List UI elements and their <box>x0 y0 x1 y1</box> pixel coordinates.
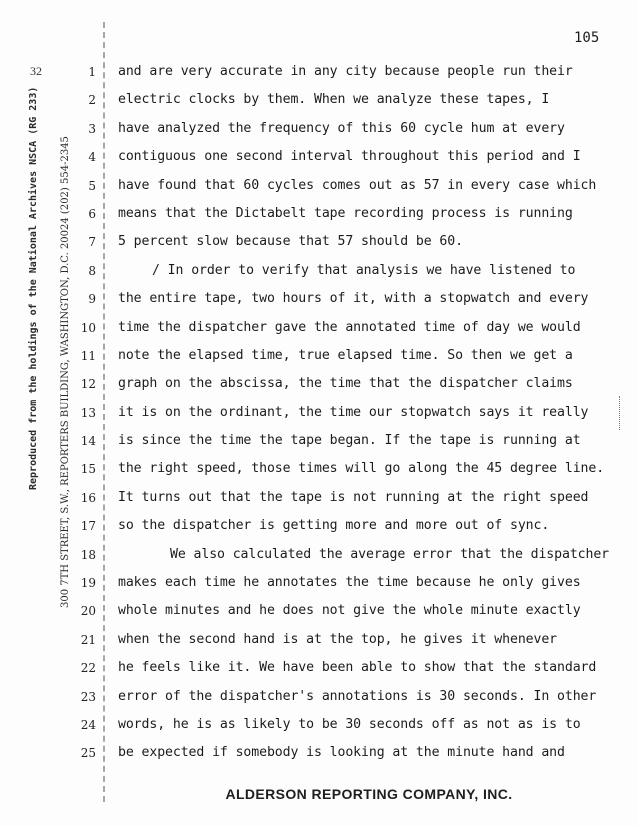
line-number: 24 <box>80 717 96 732</box>
transcript-line: It turns out that the tape is not running at the right speed <box>118 489 589 505</box>
line-number: 12 <box>80 377 96 392</box>
transcript-line: the right speed, those times will go along the 45 degree line. <box>118 461 605 477</box>
transcript-line: the entire tape, two hours of it, with a stopwatch and every <box>118 291 589 307</box>
transcript-line: means that the Dictabelt tape recording process is running <box>118 205 573 221</box>
line-number: 5 <box>88 178 96 193</box>
transcript-line: error of the dispatcher's annotations is 30 seconds. In other <box>118 688 597 704</box>
transcript-body <box>118 58 609 768</box>
transcript-line: graph on the abscissa, the time that the dispatcher claims <box>118 376 573 392</box>
transcript-line: makes each time he annotates the time because he only gives <box>118 575 581 591</box>
scan-artifact-marks <box>619 396 622 430</box>
transcript-line: time the dispatcher gave the annotated time of day we would <box>118 319 581 335</box>
transcript-line: have found that 60 cycles comes out as 57 in every case which <box>118 177 597 193</box>
transcript-line: is since the time the tape began. If the tape is running at <box>118 433 581 449</box>
transcript-line: be expected if somebody is looking at the minute hand and <box>118 745 565 761</box>
line-number: 14 <box>80 434 96 449</box>
transcript-line: and are very accurate in any city because people run their <box>118 64 573 79</box>
line-number: 9 <box>88 292 96 307</box>
transcript-line: words, he is as likely to be 30 seconds off as not as is to <box>118 716 581 732</box>
reporter-address: 300 7TH STREET, S.W., REPORTERS BUILDING, WASHINGTON, D.C. 20024 (202) 554-2345 <box>60 136 71 608</box>
line-number: 21 <box>80 632 96 647</box>
line-number: 4 <box>88 150 96 165</box>
line-number: 17 <box>80 519 96 534</box>
transcript-line: it is on the ordinant, the time our stopwatch says it really <box>118 404 589 420</box>
line-number: 7 <box>88 235 96 250</box>
transcript-line: he feels like it. We have been able to show that the standard <box>118 660 597 676</box>
line-number: 13 <box>80 405 96 420</box>
line-number: 20 <box>80 604 96 619</box>
archive-stamp: Reproduced from the holdings of the National Archives NSCA (RG 233) <box>28 86 39 490</box>
transcript-line: We also calculated the average error that the dispatcher <box>170 546 610 562</box>
line-number: 25 <box>80 746 96 761</box>
line-number: 8 <box>88 263 96 278</box>
transcript-line: so the dispatcher is getting more and more out of sync. <box>118 518 550 534</box>
transcript-line: whole minutes and he does not give the whole minute exactly <box>118 603 581 619</box>
footer-company-name: ALDERSON REPORTING COMPANY, INC. <box>225 786 513 802</box>
line-number: 18 <box>80 547 96 562</box>
line-number: 3 <box>88 121 96 136</box>
line-number: 16 <box>80 490 96 505</box>
corner-mark: 32 <box>30 64 42 78</box>
line-number: 23 <box>80 689 96 704</box>
line-number: 11 <box>80 348 96 363</box>
line-number: 10 <box>80 320 96 335</box>
line-number-column <box>80 58 96 768</box>
line-number: 6 <box>88 206 96 221</box>
line-number: 2 <box>88 93 96 108</box>
margin-rule <box>103 22 105 802</box>
transcript-line: electric clocks by them. When we analyze these tapes, I <box>118 92 550 108</box>
transcript-line: note the elapsed time, true elapsed time. So then we get a <box>118 347 573 363</box>
page-number: 105 <box>574 30 600 46</box>
transcript-line: when the second hand is at the top, he gives it whenever <box>118 631 558 647</box>
transcript-line: contiguous one second interval throughout this period and I <box>118 149 581 165</box>
line-number: 19 <box>80 576 96 591</box>
transcript-line: 5 percent slow because that 57 should be 60. <box>118 234 463 250</box>
transcript-line: / In order to verify that analysis we have listened to <box>152 262 576 278</box>
transcript-line: have analyzed the frequency of this 60 cycle hum at every <box>118 120 565 136</box>
line-number: 1 <box>88 65 96 79</box>
line-number: 15 <box>80 462 96 477</box>
line-number: 22 <box>80 661 96 676</box>
